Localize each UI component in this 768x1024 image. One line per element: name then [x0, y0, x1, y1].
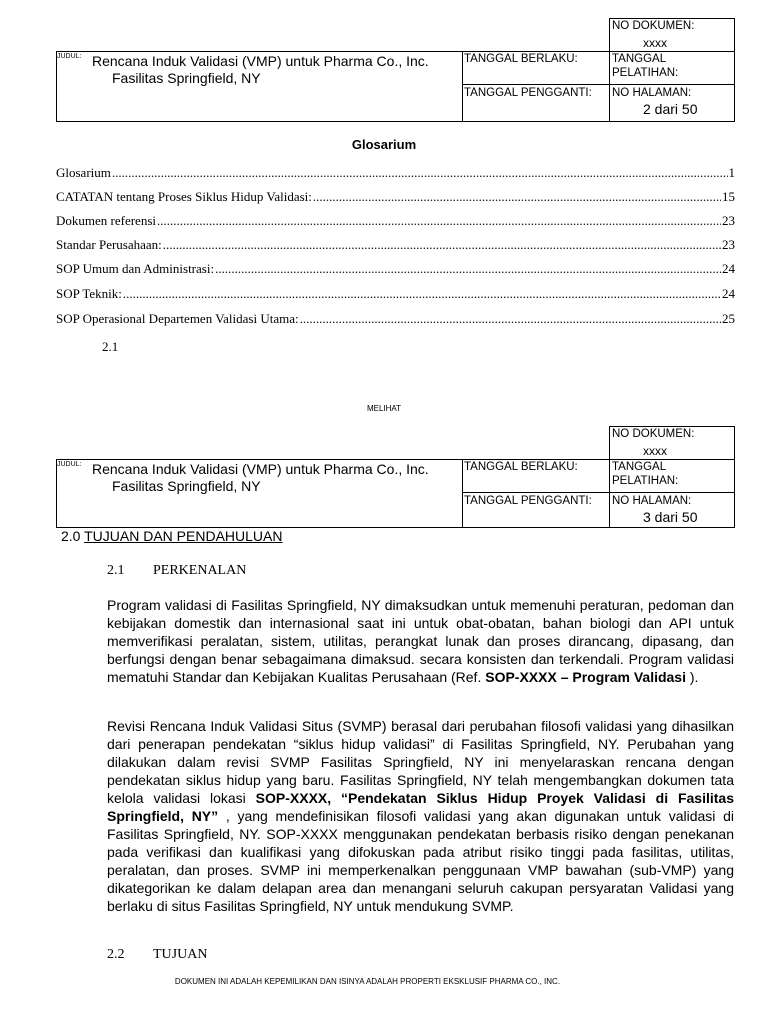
toc-dot-leader: [157, 213, 721, 229]
no-halaman-label: NO HALAMAN:: [612, 87, 692, 99]
toc-entry-label: SOP Operasional Departemen Validasi Utama:: [56, 311, 299, 326]
document-title-line-2: Fasilitas Springfield, NY: [112, 478, 261, 494]
subsection-heading-perkenalan: [107, 563, 246, 579]
paragraph-revision: [107, 717, 734, 915]
toc-entry[interactable]: [56, 213, 735, 231]
subsection-number: 2.2: [107, 947, 125, 962]
paragraph-bold-reference: SOP-XXXX, “Pendekatan Siklus Hidup Proyek Validasi di Fasilitas Springfield, NY”: [107, 790, 734, 824]
toc-entry-page: 24: [722, 261, 735, 276]
subsection-heading-tujuan: [107, 947, 207, 963]
toc-entry[interactable]: [56, 189, 735, 207]
paragraph-text-end: ).: [689, 669, 699, 685]
no-dokumen-label: NO DOKUMEN:: [612, 428, 695, 440]
toc-entry[interactable]: [56, 311, 735, 329]
toc-entry-label: Dokumen referensi: [56, 213, 156, 228]
toc-dot-leader: [112, 165, 728, 181]
tanggal-berlaku-label: TANGGAL BERLAKU:: [464, 53, 578, 65]
header-row-divider: [462, 492, 735, 493]
toc-entry-page: 15: [722, 189, 735, 204]
glossary-title: Glosarium: [351, 137, 417, 152]
toc-dot-leader: [215, 261, 721, 277]
judul-tag: JUDUL:: [57, 461, 82, 468]
toc-entry-page: 25: [722, 311, 735, 326]
toc-entry-label: Standar Perusahaan:: [56, 237, 162, 252]
toc-entry-label: Glosarium: [56, 165, 111, 180]
no-dokumen-label: NO DOKUMEN:: [612, 20, 695, 32]
toc-entry[interactable]: [56, 286, 735, 304]
header-col-divider-1: [462, 51, 463, 122]
no-dokumen-value: xxxx: [643, 444, 667, 458]
toc-dot-leader: [313, 189, 721, 205]
toc-entry-page: 1: [728, 165, 735, 180]
toc-dot-leader: [300, 311, 721, 327]
tanggal-pelatihan-label-1: TANGGAL: [612, 53, 667, 65]
header-col-divider-1: [462, 459, 463, 528]
judul-tag: JUDUL:: [57, 53, 82, 60]
section-number: 2.0: [61, 528, 81, 544]
paragraph-bold-reference: SOP-XXXX – Program Validasi: [485, 669, 686, 685]
no-halaman-value: 3 dari 50: [643, 509, 698, 525]
toc-entry-page: 24: [722, 286, 735, 301]
no-dokumen-value: xxxx: [643, 36, 667, 50]
section-heading: [61, 528, 282, 544]
document-title-line-1: Rencana Induk Validasi (VMP) untuk Pharma Co., Inc.: [92, 461, 429, 477]
toc-dot-leader: [163, 237, 721, 253]
document-title-line-1: Rencana Induk Validasi (VMP) untuk Pharma Co., Inc.: [92, 53, 429, 69]
subsection-number: 2.1: [107, 563, 125, 578]
tanggal-pelatihan-label-2: PELATIHAN:: [612, 475, 679, 487]
toc-entry[interactable]: [56, 237, 735, 255]
tanggal-pelatihan-label-1: TANGGAL: [612, 461, 667, 473]
toc-entry-page: 23: [722, 213, 735, 228]
toc-entry-label: SOP Teknik:: [56, 286, 122, 301]
toc-entry[interactable]: [56, 165, 735, 183]
subsection-title: TUJUAN: [153, 947, 208, 962]
toc-entry[interactable]: [56, 261, 735, 279]
subsection-title: PERKENALAN: [153, 563, 247, 578]
paragraph-text-end: , yang mendefinisikan filosofi validasi yang akan digunakan untuk validasi di Fasilitas Springfield, NY. SOP-XXXX menggunakan pendekatan berbasis risiko dengan penekanan pada verifikasi dan kualifikasi yang difokuskan pada atribut risiko tinggi pada fasilitas, utilitas, peralatan, dan proses. SVMP ini memperkenalkan penggunaan VMP bawahan (sub-VMP) yang dikategorikan ke dalam delapan area dan menangani seluruh cakupan persyaratan Validasi yang berlaku di situs Fasilitas Springfield, NY untuk mendukung SVMP.: [107, 808, 734, 914]
no-halaman-label: NO HALAMAN:: [612, 495, 692, 507]
glossary-trailing-number: 2.1: [102, 339, 119, 354]
document-header-page-3: [56, 426, 735, 528]
paragraph-text: Program validasi di Fasilitas Springfield, NY dimaksudkan untuk memenuhi peraturan, pedoman dan kebijakan domestik dan internasional saat ini untuk obat-obatan, bahan biologi dan API untuk memverifikasi peralatan, sistem, utilitas, perangkat lunak dan proses dirancang, dipasang, dan berfungsi dengan benar sebagaimana dimaksud. secara konsisten dan terkendali. Program validasi mematuhi Standar dan Kebijakan Kualitas Perusahaan (Ref.: [107, 597, 734, 685]
tanggal-pengganti-label: TANGGAL PENGGANTI:: [464, 495, 592, 507]
toc-dot-leader: [123, 286, 721, 302]
toc-entry-label: SOP Umum dan Administrasi:: [56, 261, 215, 276]
header-col-divider-2: [609, 459, 610, 528]
tanggal-berlaku-label: TANGGAL BERLAKU:: [464, 461, 578, 473]
paragraph-intro: [107, 596, 734, 686]
tanggal-pengganti-label: TANGGAL PENGGANTI:: [464, 87, 592, 99]
page-footer: DOKUMEN INI ADALAH KEPEMILIKAN DAN ISINYA ADALAH PROPERTI EKSKLUSIF PHARMA CO., INC.: [174, 977, 561, 986]
tanggal-pelatihan-label-2: PELATIHAN:: [612, 67, 679, 79]
no-halaman-value: 2 dari 50: [643, 101, 698, 117]
toc-entry-page: 23: [722, 237, 735, 252]
page-break-label: MELIHAT: [366, 404, 402, 413]
section-title: TUJUAN DAN PENDAHULUAN: [84, 528, 283, 544]
document-header-page-2: [56, 18, 735, 122]
document-title-line-2: Fasilitas Springfield, NY: [112, 70, 261, 86]
header-col-divider-2: [609, 51, 610, 122]
header-row-divider: [462, 84, 735, 85]
paragraph-text: Revisi Rencana Induk Validasi Situs (SVMP) berasal dari perubahan filosofi validasi yang dihasilkan dari penerapan pendekatan “siklus hidup validasi” di Fasilitas Springfield, NY. Perubahan yang dilakukan dalam revisi SVMP Fasilitas Springfield, NY ini menyelaraskan rencana dengan pendekatan siklus hidup yang baru. Fasilitas Springfield, NY telah mengembangkan dokumen tata kelola validasi lokasi: [107, 718, 734, 806]
toc-entry-label: CATATAN tentang Proses Siklus Hidup Validasi:: [56, 189, 312, 204]
